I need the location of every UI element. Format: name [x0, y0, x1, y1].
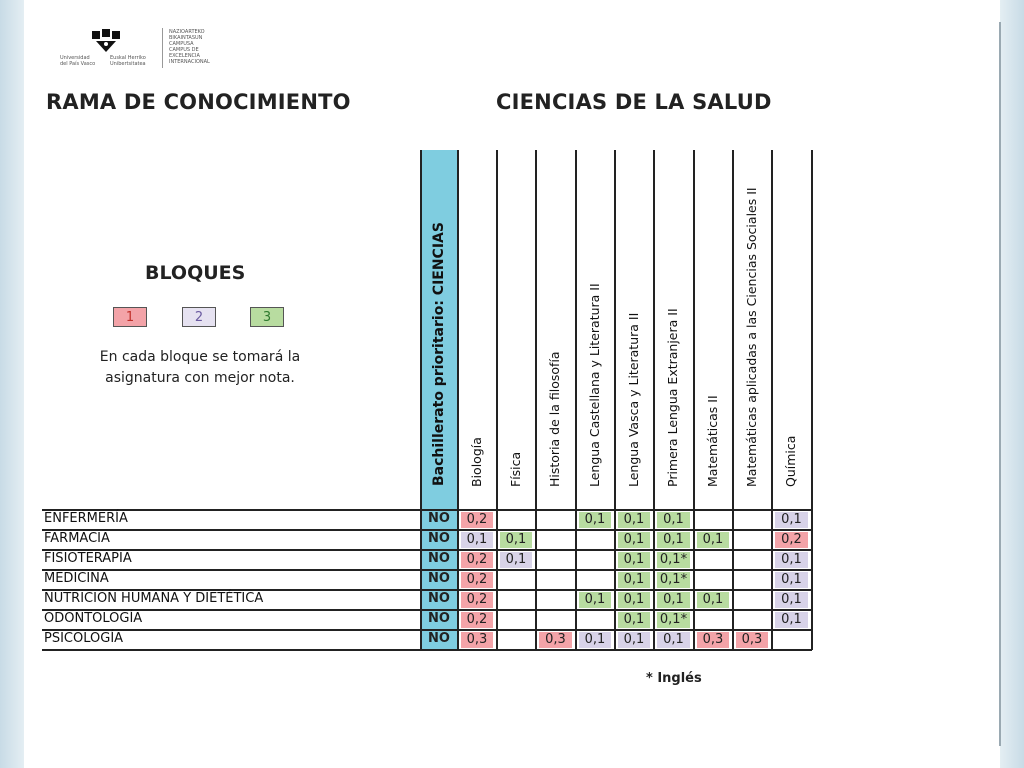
column-line: [693, 150, 695, 650]
weight-cell: 0,1: [618, 592, 650, 608]
column-header-label: Matemáticas II: [704, 395, 720, 487]
weight-cell: [736, 572, 768, 588]
weight-cell: 0,3: [697, 632, 729, 648]
weight-cell: [500, 592, 532, 608]
weight-cell: [736, 512, 768, 528]
column-header: [783, 150, 801, 510]
background-left: [0, 0, 24, 768]
weight-cell: 0,1: [500, 532, 532, 548]
logo-separator: [162, 28, 163, 68]
degree-name: FISIOTERAPIA: [44, 551, 132, 566]
weight-cell: 0,1: [618, 552, 650, 568]
column-header-label: Química: [783, 435, 798, 487]
weight-cell: [579, 552, 611, 568]
column-header: [744, 150, 762, 510]
weight-cell: [539, 532, 572, 548]
weight-cell: 0,2: [461, 572, 493, 588]
weight-cell: 0,1: [579, 592, 611, 608]
weight-cell: 0,1: [775, 552, 808, 568]
branch-title: CIENCIAS DE LA SALUD: [496, 90, 772, 114]
column-line: [457, 150, 459, 650]
weight-cell: 0,1: [657, 592, 690, 608]
weight-cell: [736, 552, 768, 568]
weight-cell: 0,1: [500, 552, 532, 568]
weight-cell: 0,2: [461, 512, 493, 528]
legend-block-2: 2: [182, 307, 216, 327]
weight-cell: [539, 592, 572, 608]
column-line: [732, 150, 734, 650]
column-line: [496, 150, 498, 650]
legend-note-line: En cada bloque se tomará la: [99, 349, 301, 365]
weight-cell: 0,1: [618, 512, 650, 528]
weight-cell: 0,3: [539, 632, 572, 648]
degree-name: ENFERMERÍA: [44, 511, 128, 526]
weight-cell: [500, 612, 532, 628]
column-header-label: Bachillerato prioritario: CIENCIAS: [430, 222, 447, 486]
weight-cell: 0,2: [775, 532, 808, 548]
legend-block-1: 1: [113, 307, 147, 327]
column-line: [653, 150, 655, 650]
weight-cell: 0,1: [657, 632, 690, 648]
weight-cell: 0,1: [775, 512, 808, 528]
weight-cell: 0,1: [618, 532, 650, 548]
column-header-label: Lengua Castellana y Literatura II: [586, 283, 602, 487]
weight-cell: 0,1*: [657, 572, 690, 588]
degree-name: NUTRICIÓN HUMANA Y DIETÉTICA: [44, 591, 264, 606]
legend-note-line: asignatura con mejor nota.: [105, 370, 295, 386]
weight-cell: 0,3: [736, 632, 768, 648]
column-header-label: Física: [507, 451, 523, 487]
legend-title: BLOQUES: [145, 262, 246, 284]
column-line: [771, 150, 773, 650]
page-edge: [999, 22, 1001, 746]
column-header: [469, 150, 487, 510]
weight-cell: 0,1*: [657, 552, 690, 568]
weight-cell: 0,2: [461, 552, 493, 568]
weight-cell: [539, 552, 572, 568]
weight-cell: [736, 612, 768, 628]
weight-cell: 0,3: [461, 632, 493, 648]
column-line: [535, 150, 537, 650]
footnote: * Inglés: [646, 671, 702, 686]
weight-cell: 0,2: [461, 592, 493, 608]
column-header-label: Lengua Vasca y Literatura II: [625, 312, 641, 487]
logo-text-spanish: Universidad del País Vasco: [60, 55, 96, 67]
weight-cell: 0,1: [657, 512, 690, 528]
weight-cell: 0,1: [775, 612, 808, 628]
weight-cell: [775, 632, 808, 648]
weight-cell: 0,1: [775, 592, 808, 608]
column-header: [587, 150, 605, 510]
column-header-label: Biología: [468, 437, 484, 487]
priority-value: NO: [422, 611, 456, 627]
university-logo: [60, 26, 230, 70]
column-header: [705, 150, 723, 510]
row-line: [42, 649, 812, 651]
weight-cell: [736, 592, 768, 608]
degree-name: MEDICINA: [44, 571, 109, 586]
weight-cell: [697, 512, 729, 528]
weight-cell: [500, 512, 532, 528]
legend-block-3: 3: [250, 307, 284, 327]
weight-cell: 0,1: [579, 512, 611, 528]
weight-cell: 0,1: [697, 532, 729, 548]
column-header: [547, 150, 565, 510]
legend-note: [80, 347, 320, 389]
weight-cell: [697, 572, 729, 588]
column-line: [811, 150, 813, 650]
weight-cell: [736, 532, 768, 548]
column-header: [508, 150, 526, 510]
weight-cell: 0,1: [579, 632, 611, 648]
degree-name: ODONTOLOGÍA: [44, 611, 143, 626]
column-header-label: Primera Lengua Extranjera II: [665, 308, 680, 487]
weight-cell: 0,1: [775, 572, 808, 588]
weight-cell: 0,2: [461, 612, 493, 628]
background-right: [1000, 0, 1024, 768]
column-header-label: Historia de la filosofía: [547, 351, 562, 487]
priority-value: NO: [422, 531, 456, 547]
weight-cell: [500, 572, 532, 588]
weight-cell: 0,1: [657, 532, 690, 548]
weight-cell: 0,1: [697, 592, 729, 608]
weight-cell: 0,1: [618, 612, 650, 628]
weight-cell: 0,1: [618, 572, 650, 588]
logo-text-basque: Euskal Herriko Unibertsitatea: [110, 55, 146, 67]
weight-cell: [539, 512, 572, 528]
priority-header: [431, 150, 449, 510]
priority-value: NO: [422, 511, 456, 527]
weight-cell: [539, 572, 572, 588]
column-line: [575, 150, 577, 650]
weight-cell: [579, 612, 611, 628]
weight-cell: [579, 572, 611, 588]
weight-cell: 0,1: [618, 632, 650, 648]
priority-value: NO: [422, 631, 456, 647]
upv-ehu-emblem-icon: [90, 29, 122, 53]
weight-cell: [697, 552, 729, 568]
priority-value: NO: [422, 591, 456, 607]
weight-cell: 0,1*: [657, 612, 690, 628]
column-header-label: Matemáticas aplicadas a las Ciencias Sociales II: [743, 187, 759, 487]
weight-cell: [697, 612, 729, 628]
logo-text-campus: NAZIOARTEKO BIKAINTASUN CAMPUSA CAMPUS DE EXCELENCIA INTERNACIONAL: [169, 29, 210, 65]
priority-value: NO: [422, 571, 456, 587]
weight-cell: [539, 612, 572, 628]
degree-name: FARMACIA: [44, 531, 110, 546]
column-line: [614, 150, 616, 650]
degree-name: PSICOLOGÍA: [44, 631, 124, 646]
branch-label: RAMA DE CONOCIMIENTO: [46, 90, 351, 114]
weight-cell: [500, 632, 532, 648]
column-header: [665, 150, 683, 510]
weight-cell: [579, 532, 611, 548]
weight-cell: 0,1: [461, 532, 493, 548]
priority-value: NO: [422, 551, 456, 567]
column-header: [626, 150, 644, 510]
